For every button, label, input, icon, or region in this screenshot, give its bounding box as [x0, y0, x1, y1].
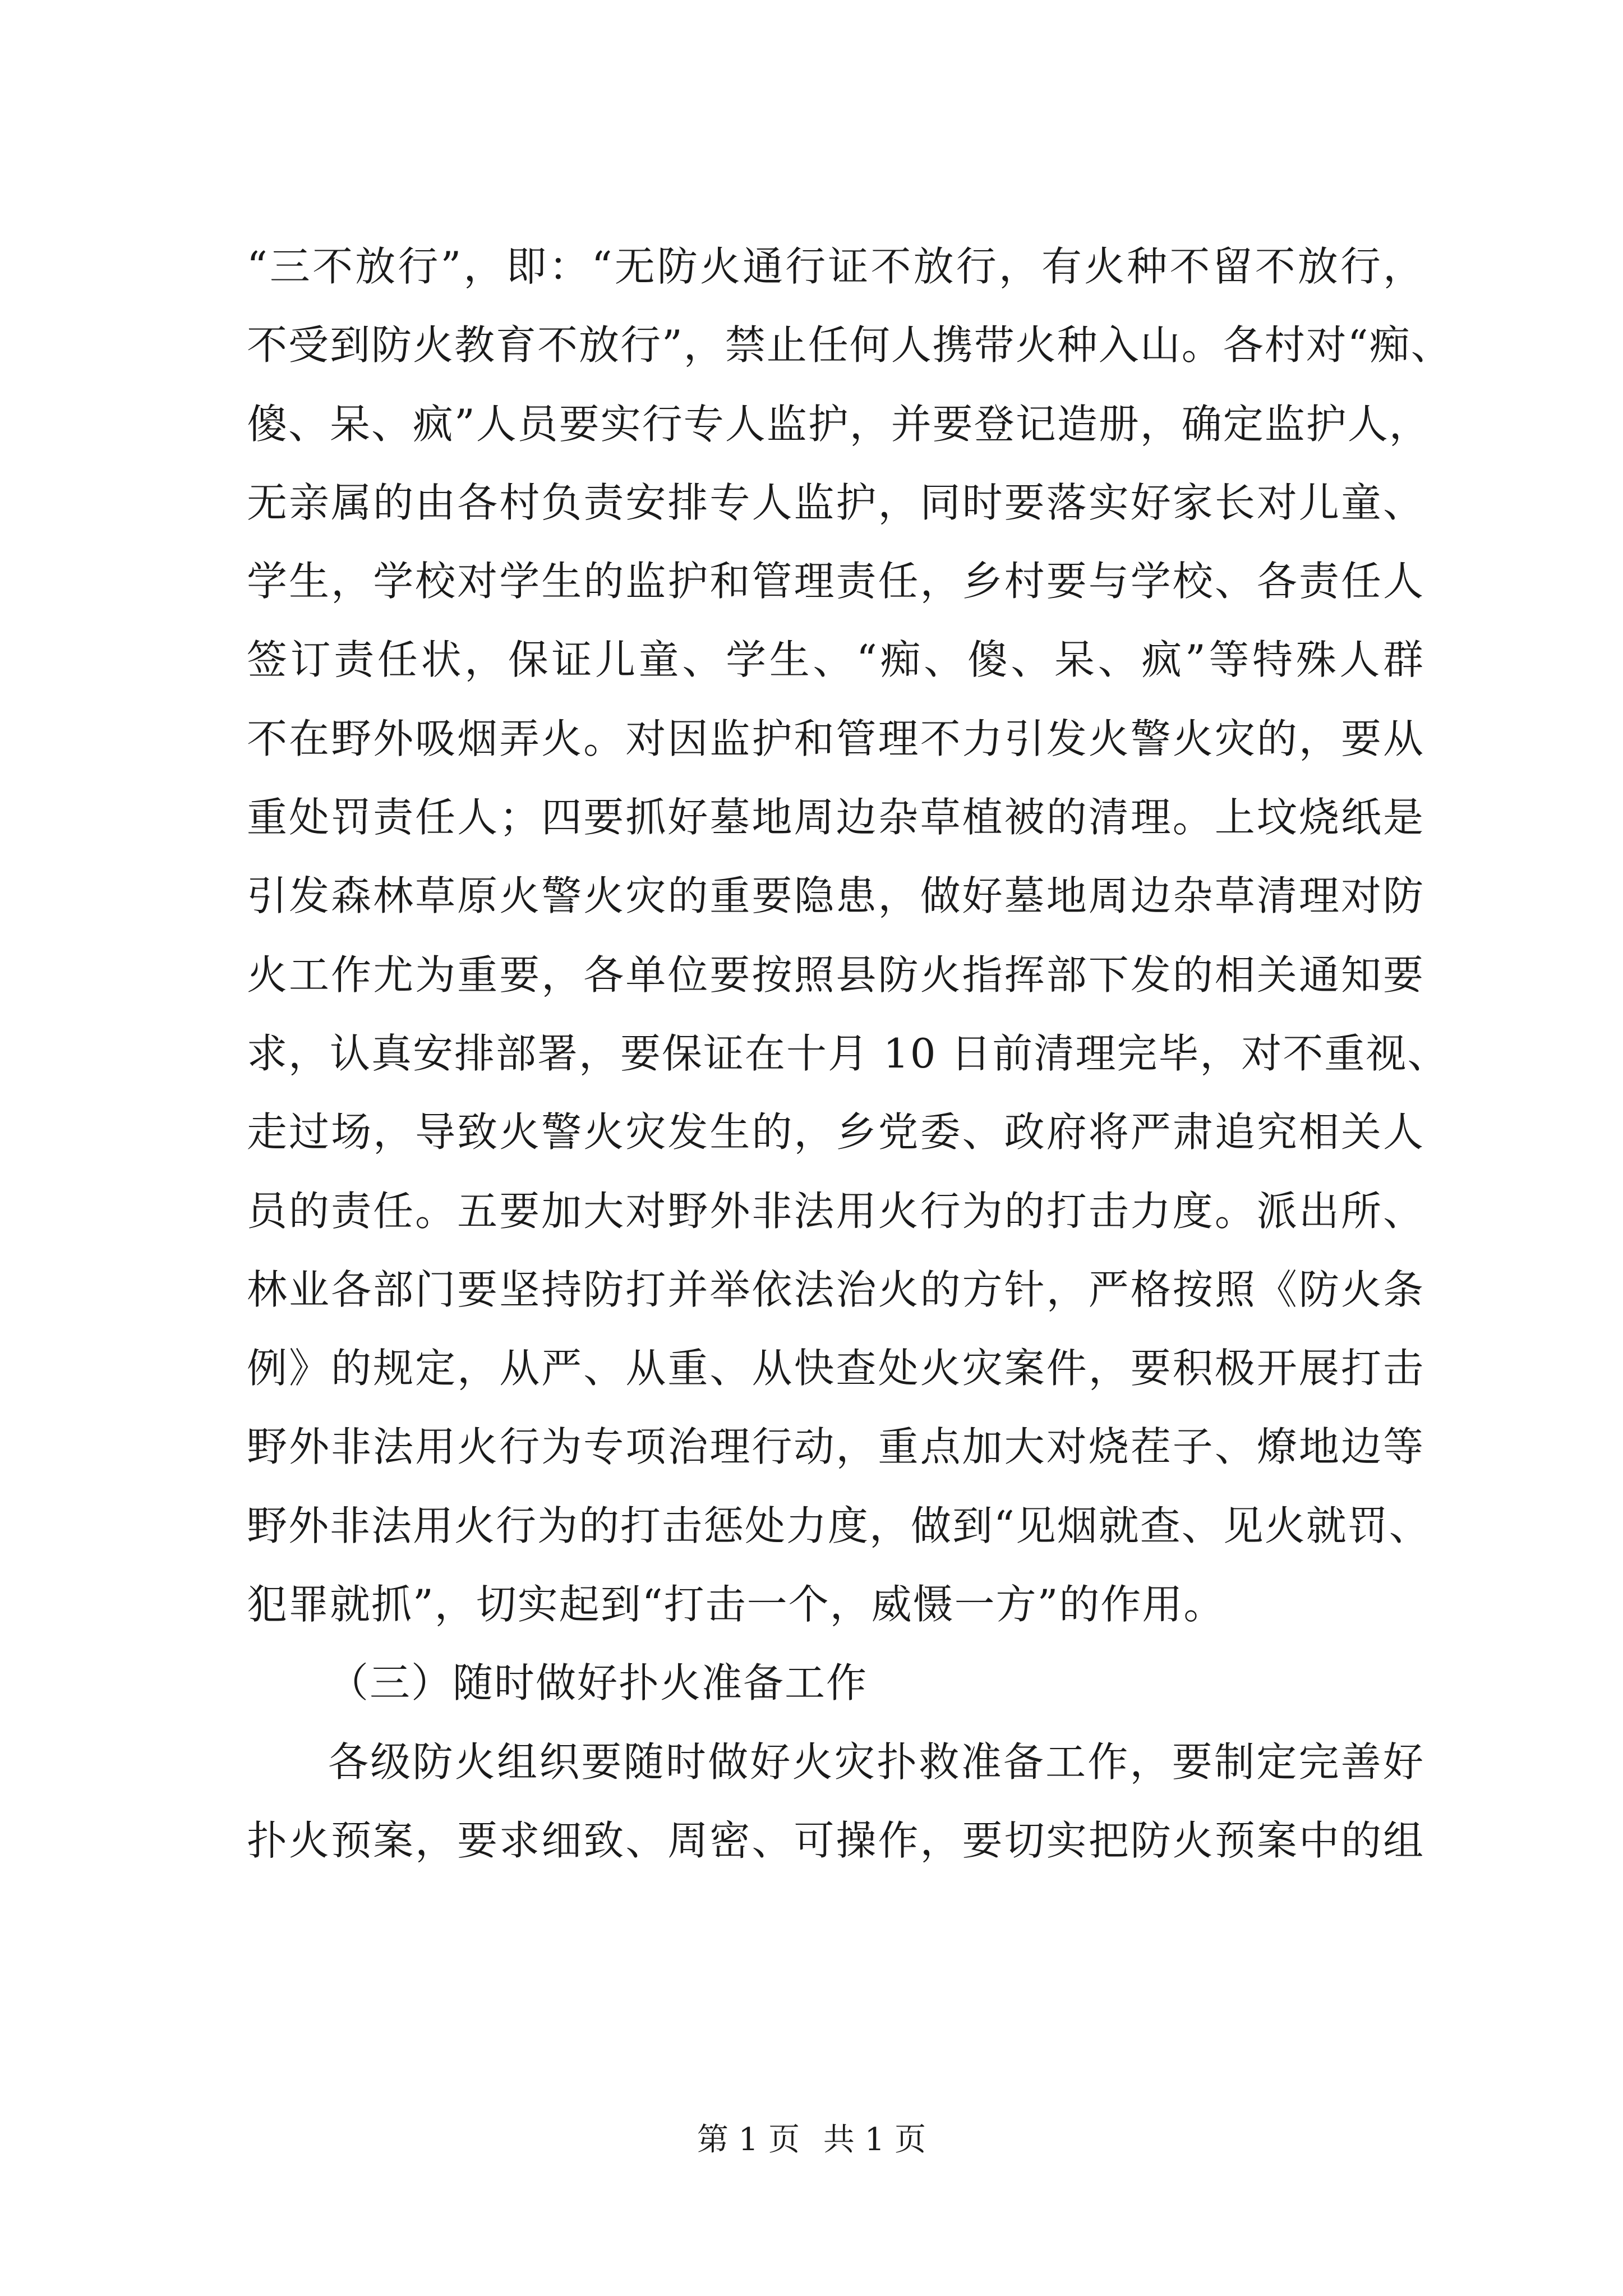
text-line: “三不放行”，即：“无防火通行证不放行，有火种不留不放行， [247, 243, 1424, 290]
page-footer [0, 2120, 1623, 2160]
page-number: 第 1 页 [697, 2122, 800, 2158]
section-heading: （三）随时做好扑火准备工作 [328, 1659, 868, 1707]
text-line: 求，认真安排部署，要保证在十月 10 日前清理完毕，对不重视、 [247, 1029, 1449, 1077]
text-line: 无亲属的由各村负责安排专人监护，同时要落实好家长对儿童、 [247, 478, 1424, 526]
page-total: 共 1 页 [823, 2122, 926, 2158]
text-line: 扑火预案，要求细致、周密、可操作，要切实把防火预案中的组 [247, 1816, 1424, 1864]
text-line: 引发森林草原火警火灾的重要隐患，做好墓地周边杂草清理对防 [247, 872, 1424, 920]
text-line: 签订责任状，保证儿童、学生、“痴、傻、呆、疯”等特殊人群 [247, 636, 1424, 684]
text-line: 不受到防火教育不放行”，禁止任何人携带火种入山。各村对“痴、 [247, 321, 1453, 369]
text-line: 重处罚责任人；四要抓好墓地周边杂草植被的清理。上坟烧纸是 [247, 794, 1424, 841]
text-line: 不在野外吸烟弄火。对因监护和管理不力引发火警火灾的，要从 [247, 715, 1424, 762]
text-line: 例》的规定，从严、从重、从快查处火灾案件，要积极开展打击 [247, 1345, 1424, 1392]
text-line: 野外非法用火行为专项治理行动，重点加大对烧茬子、燎地边等 [247, 1423, 1424, 1471]
text-line: 火工作尤为重要，各单位要按照县防火指挥部下发的相关通知要 [247, 951, 1424, 999]
text-line: 傻、呆、疯”人员要实行专人监护，并要登记造册，确定监护人， [247, 400, 1431, 448]
text-line: 林业各部门要坚持防打并举依法治火的方针，严格按照《防火条 [247, 1266, 1424, 1313]
text-line: 走过场，导致火警火灾发生的，乡党委、政府将严肃追究相关人 [247, 1108, 1424, 1156]
text-line: 野外非法用火行为的打击惩处力度，做到“见烟就查、见火就罚、 [247, 1502, 1431, 1549]
text-line: 员的责任。五要加大对野外非法用火行为的打击力度。派出所、 [247, 1187, 1424, 1235]
body-text [247, 227, 1453, 1880]
text-line: 犯罪就抓”，切实起到“打击一个，威慑一方”的作用。 [247, 1581, 1225, 1628]
text-line: 各级防火组织要随时做好火灾扑救准备工作，要制定完善好 [328, 1738, 1424, 1786]
text-line: 学生，学校对学生的监护和管理责任，乡村要与学校、各责任人 [247, 558, 1424, 605]
